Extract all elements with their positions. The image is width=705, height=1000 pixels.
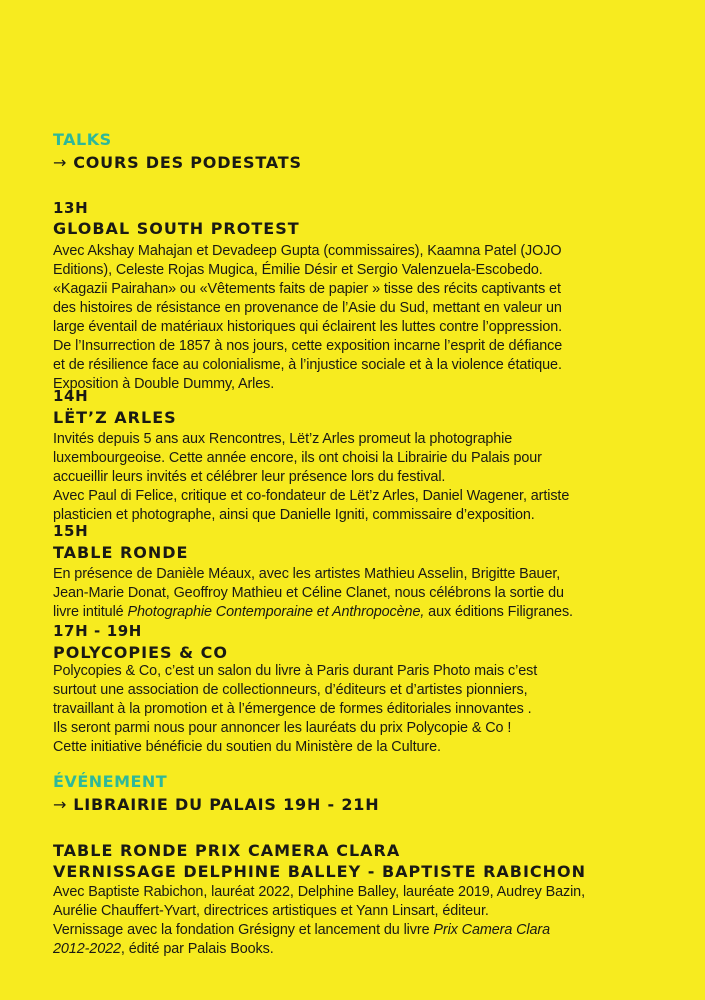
talk-time: 17H - 19H	[53, 622, 142, 640]
book-title: Prix Camera Clara	[433, 922, 551, 938]
event-description	[53, 883, 681, 959]
text-line: Editions), Celeste Rojas Mugica, Émilie Désir et Sergio Valenzuela-Escobedo.	[53, 262, 543, 278]
talk-title: TABLE RONDE	[53, 543, 189, 562]
talk-time: 14H	[53, 387, 89, 405]
text-line	[53, 921, 681, 940]
text-line	[53, 940, 681, 959]
arrow-right-icon: →	[53, 795, 68, 814]
text-line: Ils seront parmi nous pour annoncer les lauréats du prix Polycopie & Co !	[53, 720, 512, 736]
text-line: En présence de Danièle Méaux, avec les artistes Mathieu Asselin, Brigitte Bauer,	[53, 566, 561, 582]
arrow-right-icon: →	[53, 153, 68, 172]
text-line: Invités depuis 5 ans aux Rencontres, Lët’z Arles promeut la photographie	[53, 431, 513, 447]
text-line: Avec Akshay Mahajan et Devadeep Gupta (commissaires), Kaamna Patel (JOJO	[53, 243, 562, 259]
text-line: travaillant à la promotion et à l’émergence de formes éditoriales innovantes .	[53, 701, 532, 717]
text-line: Polycopies & Co, c’est un salon du livre à Paris durant Paris Photo mais c’est	[53, 663, 538, 679]
text-line: Jean-Marie Donat, Geoffroy Mathieu et Céline Clanet, nous célébrons la sortie du	[53, 585, 564, 601]
talk-description	[53, 430, 681, 525]
text-line: Avec Paul di Felice, critique et co-fondateur de Lët’z Arles, Daniel Wagener, artiste	[53, 488, 570, 504]
event-location-text: LIBRAIRIE DU PALAIS 19H - 21H	[73, 795, 380, 814]
text-line: large éventail de matériaux historiques qui éclairent les luttes contre l’oppression.	[53, 319, 563, 335]
talk-title: GLOBAL SOUTH PROTEST	[53, 219, 300, 238]
talk-time: 13H	[53, 199, 89, 217]
text-line: Aurélie Chauffert-Yvart, directrices artistiques et Yann Linsart, éditeur.	[53, 903, 489, 919]
text-line: Cette initiative bénéficie du soutien du Ministère de la Culture.	[53, 739, 441, 755]
talks-location	[53, 152, 681, 174]
book-title: 2012-2022	[53, 941, 121, 957]
text-segment: Vernissage avec la fondation Grésigny et lancement du livre	[53, 922, 434, 938]
text-line: et de résilience face au colonialisme, à l’injustice sociale et à la violence étatique.	[53, 357, 562, 373]
text-line: plasticien et photographe, ainsi que Danielle Igniti, commissaire d’exposition.	[53, 507, 535, 523]
talk-description	[53, 565, 681, 622]
event-subtitle: VERNISSAGE DELPHINE BALLEY - BAPTISTE RABICHON	[53, 862, 587, 881]
talk-description	[53, 242, 681, 394]
event-title: TABLE RONDE PRIX CAMERA CLARA	[53, 841, 401, 860]
text-line: surtout une association de collectionneurs, d’éditeurs et d’artistes pionniers,	[53, 682, 528, 698]
text-line: luxembourgeoise. Cette année encore, ils ont choisi la Librairie du Palais pour	[53, 450, 542, 466]
event-location	[53, 794, 681, 816]
text-line: accueillir leurs invités et célébrer leur présence lors du festival.	[53, 469, 446, 485]
book-title: Photographie Contemporaine et Anthropocène,	[127, 604, 425, 620]
text-line: des histoires de résistance en provenance de l’Asie du Sud, mettant en valeur un	[53, 300, 562, 316]
talk-time: 15H	[53, 522, 89, 540]
talks-location-text: COURS DES PODESTATS	[73, 153, 302, 172]
text-line: De l’Insurrection de 1857 à nos jours, cette exposition incarne l’esprit de défiance	[53, 338, 563, 354]
talk-title: POLYCOPIES & CO	[53, 643, 228, 662]
text-line: Exposition à Double Dummy, Arles.	[53, 376, 275, 392]
text-segment: aux éditions Filigranes.	[424, 604, 573, 620]
text-line: «Kagazii Pairahan» ou «Vêtements faits de papier » tisse des récits captivants et	[53, 281, 561, 297]
talk-title: LËT’Z ARLES	[53, 408, 177, 427]
talk-description	[53, 662, 681, 757]
text-segment: , édité par Palais Books.	[120, 941, 274, 957]
text-line: Avec Baptiste Rabichon, lauréat 2022, Delphine Balley, lauréate 2019, Audrey Bazin,	[53, 884, 585, 900]
text-line	[53, 603, 681, 622]
text-segment: livre intitulé	[53, 604, 128, 620]
event-label: ÉVÉNEMENT	[53, 772, 168, 791]
talks-label: TALKS	[53, 130, 112, 149]
